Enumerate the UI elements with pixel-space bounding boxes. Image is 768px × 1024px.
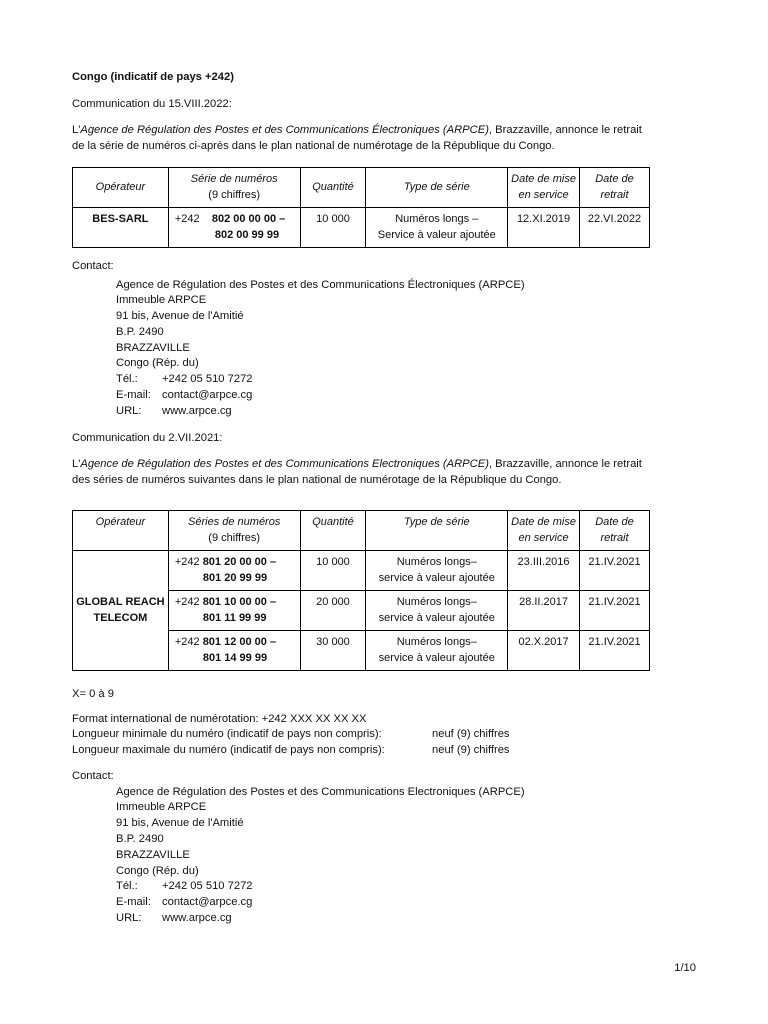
cell-date-retrait: 21.IV.2021	[580, 631, 650, 671]
contact-city: BRAZZAVILLE	[116, 848, 190, 861]
contact-bp: B.P. 2490	[116, 833, 164, 846]
cell-date-retrait: 21.IV.2021	[580, 591, 650, 631]
contact-label-1: Contact:	[72, 260, 114, 272]
communication-title-1: Communication du 15.VIII.2022:	[72, 97, 232, 110]
contact-block-1	[116, 278, 652, 420]
cell-serie: +242 801 12 00 00 – 801 14 99 99	[168, 631, 300, 671]
table-header-row	[73, 168, 650, 208]
format-note: Format international de numérotation: +242 XXX XX XX XX	[72, 712, 367, 725]
communication-title-2: Communication du 2.VII.2021:	[72, 431, 223, 444]
header-date-mise: Date de mise en service	[508, 168, 580, 208]
withdrawal-table-2	[72, 510, 650, 671]
page-heading: Congo (indicatif de pays +242)	[72, 71, 234, 83]
contact-building: Immeuble ARPCE	[116, 801, 207, 814]
cell-date-retrait: 21.IV.2021	[580, 551, 650, 591]
cell-quantite: 10 000	[300, 208, 366, 248]
cell-type: Numéros longs– service à valeur ajoutée	[366, 591, 508, 631]
document-page	[72, 70, 652, 927]
header-date-retrait: Date de retrait	[580, 511, 650, 551]
table-header-row	[73, 511, 650, 551]
contact-url: URL: www.arpce.cg	[116, 404, 232, 417]
cell-serie: +242 801 10 00 00 – 801 11 99 99	[168, 591, 300, 631]
header-quantite: Quantité	[300, 511, 366, 551]
contact-street: 91 bis, Avenue de l'Amitié	[116, 817, 244, 830]
contact-label-2: Contact:	[72, 770, 114, 783]
contact-country: Congo (Rép. du)	[116, 864, 199, 877]
contact-bp: B.P. 2490	[116, 325, 164, 338]
cell-quantite: 30 000	[300, 631, 366, 671]
cell-serie: +242 801 20 00 00 – 801 20 99 99	[168, 551, 300, 591]
contact-url: URL: www.arpce.cg	[116, 912, 232, 925]
table-row	[73, 208, 650, 248]
agency-name: Agence de Régulation des Postes et des Communications Electroniques (ARPCE)	[80, 458, 489, 471]
cell-date-mise: 23.III.2016	[508, 551, 580, 591]
cell-type: Numéros longs – Service à valeur ajoutée	[366, 208, 508, 248]
cell-operateur: BES-SARL	[73, 208, 169, 248]
header-serie: Série de numéros (9 chiffres)	[168, 168, 300, 208]
cell-date-mise: 02.X.2017	[508, 631, 580, 671]
communication-intro-1: L'Agence de Régulation des Postes et des Communications Électroniques (ARPCE), Brazzaville, annonce le retrait de la série de numéros ci-après dans le plan national de numérotage de la République du Congo.	[72, 124, 642, 152]
agency-name: Agence de Régulation des Postes et des Communications Électroniques (ARPCE)	[80, 124, 489, 136]
contact-org: Agence de Régulation des Postes et des Communications Électroniques (ARPCE)	[116, 278, 525, 291]
cell-date-mise: 28.II.2017	[508, 591, 580, 631]
header-operateur: Opérateur	[73, 511, 169, 551]
header-type: Type de série	[366, 511, 508, 551]
contact-city: BRAZZAVILLE	[116, 341, 190, 354]
withdrawal-table-1	[72, 167, 650, 248]
contact-tel: Tél.: +242 05 510 7272	[116, 880, 253, 893]
contact-building: Immeuble ARPCE	[116, 294, 207, 307]
cell-quantite: 20 000	[300, 591, 366, 631]
cell-serie: +242 802 00 00 00 – 802 00 99 99	[168, 208, 300, 248]
table-row	[73, 551, 650, 591]
page-number: 1/10	[674, 962, 696, 974]
max-length-note: Longueur maximale du numéro (indicatif de pays non compris): neuf (9) chiffres	[72, 743, 510, 756]
cell-type: Numéros longs– service à valeur ajoutée	[366, 631, 508, 671]
header-type: Type de série	[366, 168, 508, 208]
communication-intro-2: L'Agence de Régulation des Postes et des Communications Electroniques (ARPCE), Brazzaville, annonce le retrait des séries de numéros suivantes dans le plan national de numérotage de la République du Congo.	[72, 458, 642, 486]
contact-org: Agence de Régulation des Postes et des Communications Electroniques (ARPCE)	[116, 785, 525, 798]
contact-street: 91 bis, Avenue de l'Amitié	[116, 310, 244, 323]
contact-email: E-mail: contact@arpce.cg	[116, 389, 253, 402]
contact-country: Congo (Rép. du)	[116, 357, 199, 370]
header-quantite: Quantité	[300, 168, 366, 208]
contact-tel: Tél.: +242 05 510 7272	[116, 373, 253, 386]
cell-type: Numéros longs– service à valeur ajoutée	[366, 551, 508, 591]
header-serie: Séries de numéros (9 chiffres)	[168, 511, 300, 551]
contact-block-2	[116, 785, 652, 927]
cell-quantite: 10 000	[300, 551, 366, 591]
cell-operateur: GLOBAL REACH TELECOM	[73, 551, 169, 671]
x-range-note: X= 0 à 9	[72, 688, 114, 701]
min-length-note: Longueur minimale du numéro (indicatif de pays non compris): neuf (9) chiffres	[72, 728, 510, 741]
contact-email: E-mail: contact@arpce.cg	[116, 896, 253, 909]
header-date-retrait: Date de retrait	[580, 168, 650, 208]
header-operateur: Opérateur	[73, 168, 169, 208]
cell-date-mise: 12.XI.2019	[508, 208, 580, 248]
header-date-mise: Date de mise en service	[508, 511, 580, 551]
cell-date-retrait: 22.VI.2022	[580, 208, 650, 248]
